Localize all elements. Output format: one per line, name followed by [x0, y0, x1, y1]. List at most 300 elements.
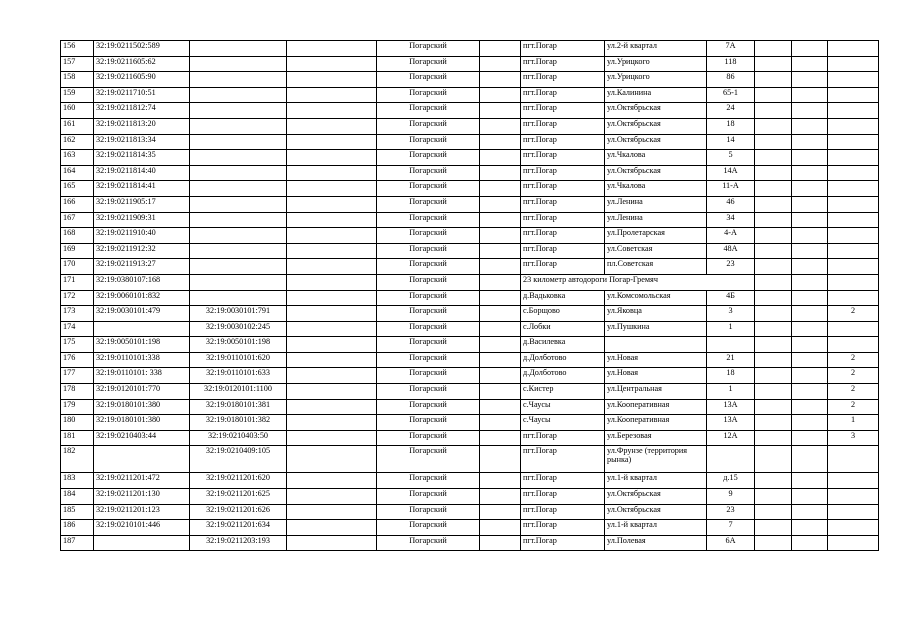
row-number-cell: 166 — [61, 196, 94, 212]
row-number-cell: 171 — [61, 274, 94, 290]
row-number-cell: 164 — [61, 165, 94, 181]
empty-cell — [792, 430, 828, 446]
settlement-cell: пгт.Погар — [521, 520, 605, 536]
empty-cell — [287, 321, 377, 337]
quantity-cell — [828, 446, 879, 473]
empty-cell — [287, 337, 377, 353]
empty-cell — [755, 181, 792, 197]
street-cell: ул.Фрунзе (территория рынка) — [605, 446, 707, 473]
object-cadastral-number-cell — [190, 228, 287, 244]
cadastral-number-cell: 32:19:0180101:380 — [94, 399, 190, 415]
table-row — [61, 118, 879, 134]
district-cell: Погарский — [377, 368, 480, 384]
row-number-cell: 168 — [61, 228, 94, 244]
district-cell: Погарский — [377, 384, 480, 400]
empty-cell — [287, 352, 377, 368]
cadastral-number-cell: 32:19:0211912:32 — [94, 243, 190, 259]
row-number-cell: 174 — [61, 321, 94, 337]
empty-cell — [792, 56, 828, 72]
empty-cell — [792, 384, 828, 400]
table-row — [61, 446, 879, 473]
table-row — [61, 415, 879, 431]
quantity-cell — [828, 165, 879, 181]
empty-cell — [287, 134, 377, 150]
cadastral-number-cell: 32:19:0120101:770 — [94, 384, 190, 400]
table-row — [61, 134, 879, 150]
table-row — [61, 181, 879, 197]
empty-cell — [480, 118, 521, 134]
row-number-cell: 186 — [61, 520, 94, 536]
object-cadastral-number-cell — [190, 103, 287, 119]
cadastral-number-cell: 32:19:0211905:17 — [94, 196, 190, 212]
street-cell: ул.Октябрьская — [605, 504, 707, 520]
street-cell: ул.Новая — [605, 352, 707, 368]
street-cell: ул.Октябрьская — [605, 134, 707, 150]
street-cell: ул.Октябрьская — [605, 103, 707, 119]
object-cadastral-number-cell — [190, 41, 287, 57]
object-cadastral-number-cell: 32:19:0180101:382 — [190, 415, 287, 431]
row-number-cell: 184 — [61, 489, 94, 505]
street-cell: ул.Чкалова — [605, 181, 707, 197]
row-number-cell: 178 — [61, 384, 94, 400]
house-number-cell: 14 — [707, 134, 755, 150]
street-cell: ул.Октябрьская — [605, 118, 707, 134]
empty-cell — [792, 337, 828, 353]
empty-cell — [755, 384, 792, 400]
empty-cell — [480, 103, 521, 119]
empty-cell — [755, 399, 792, 415]
table-row — [61, 535, 879, 551]
row-number-cell: 183 — [61, 473, 94, 489]
cadastral-number-cell: 32:19:0110101: 338 — [94, 368, 190, 384]
table-row — [61, 87, 879, 103]
row-number-cell: 172 — [61, 290, 94, 306]
object-cadastral-number-cell: 32:19:0210409:105 — [190, 446, 287, 473]
settlement-cell: пгт.Погар — [521, 504, 605, 520]
street-cell: пл.Советская — [605, 259, 707, 275]
row-number-cell: 180 — [61, 415, 94, 431]
district-cell: Погарский — [377, 415, 480, 431]
settlement-cell: пгт.Погар — [521, 118, 605, 134]
object-cadastral-number-cell: 32:19:0050101:198 — [190, 337, 287, 353]
quantity-cell — [828, 473, 879, 489]
empty-cell — [480, 56, 521, 72]
settlement-cell: пгт.Погар — [521, 489, 605, 505]
empty-cell — [755, 134, 792, 150]
street-cell: ул.Полевая — [605, 535, 707, 551]
quantity-cell — [828, 259, 879, 275]
object-cadastral-number-cell — [190, 243, 287, 259]
table-row — [61, 259, 879, 275]
row-number-cell: 160 — [61, 103, 94, 119]
quantity-cell — [828, 520, 879, 536]
house-number-cell: 48А — [707, 243, 755, 259]
cadastral-number-cell: 32:19:0110101:338 — [94, 352, 190, 368]
cadastral-number-cell: 32:19:0180101:380 — [94, 415, 190, 431]
settlement-cell: с.Чаусы — [521, 399, 605, 415]
empty-cell — [480, 134, 521, 150]
house-number-cell: 24 — [707, 103, 755, 119]
cadastral-number-cell: 32:19:0211814:40 — [94, 165, 190, 181]
district-cell: Погарский — [377, 504, 480, 520]
settlement-cell: пгт.Погар — [521, 72, 605, 88]
empty-cell — [755, 56, 792, 72]
district-cell: Погарский — [377, 489, 480, 505]
settlement-cell: пгт.Погар — [521, 56, 605, 72]
empty-cell — [480, 259, 521, 275]
house-number-cell: 34 — [707, 212, 755, 228]
quantity-cell: 2 — [828, 306, 879, 322]
row-number-cell: 161 — [61, 118, 94, 134]
empty-cell — [792, 489, 828, 505]
empty-cell — [792, 368, 828, 384]
empty-cell — [287, 384, 377, 400]
empty-cell — [792, 212, 828, 228]
quantity-cell — [828, 489, 879, 505]
cadastral-number-cell: 32:19:0210101:446 — [94, 520, 190, 536]
house-number-cell: 1 — [707, 321, 755, 337]
row-number-cell: 173 — [61, 306, 94, 322]
object-cadastral-number-cell: 32:19:0110101:633 — [190, 368, 287, 384]
object-cadastral-number-cell: 32:19:0211201:620 — [190, 473, 287, 489]
quantity-cell — [828, 212, 879, 228]
empty-cell — [755, 415, 792, 431]
quantity-cell: 2 — [828, 399, 879, 415]
row-number-cell: 179 — [61, 399, 94, 415]
cadastral-number-cell: 32:19:0211605:62 — [94, 56, 190, 72]
settlement-cell: пгт.Погар — [521, 430, 605, 446]
object-cadastral-number-cell: 32:19:0120101:1100 — [190, 384, 287, 400]
empty-cell — [755, 290, 792, 306]
settlement-cell: с.Лобки — [521, 321, 605, 337]
street-cell: ул.Ленина — [605, 196, 707, 212]
cadastral-number-cell: 32:19:0030101:479 — [94, 306, 190, 322]
district-cell: Погарский — [377, 352, 480, 368]
cadastral-number-cell: 32:19:0211910:40 — [94, 228, 190, 244]
empty-cell — [792, 196, 828, 212]
cadastral-number-cell: 32:19:0211605:90 — [94, 72, 190, 88]
empty-cell — [755, 118, 792, 134]
settlement-cell: пгт.Погар — [521, 103, 605, 119]
row-number-cell: 182 — [61, 446, 94, 473]
street-cell: ул.Октябрьская — [605, 165, 707, 181]
table-row — [61, 212, 879, 228]
empty-cell — [755, 489, 792, 505]
table-row — [61, 290, 879, 306]
empty-cell — [792, 321, 828, 337]
empty-cell — [480, 243, 521, 259]
empty-cell — [792, 473, 828, 489]
settlement-cell: пгт.Погар — [521, 165, 605, 181]
empty-cell — [792, 415, 828, 431]
empty-cell — [287, 118, 377, 134]
street-cell: ул.2-й квартал — [605, 41, 707, 57]
empty-cell — [755, 352, 792, 368]
settlement-cell: д.Вадьковка — [521, 290, 605, 306]
empty-cell — [480, 212, 521, 228]
street-cell: ул.Ленина — [605, 212, 707, 228]
settlement-cell: пгт.Погар — [521, 181, 605, 197]
quantity-cell — [828, 72, 879, 88]
empty-cell — [480, 196, 521, 212]
empty-cell — [755, 535, 792, 551]
empty-cell — [755, 473, 792, 489]
quantity-cell — [828, 290, 879, 306]
cadastral-number-cell: 32:19:0211502:589 — [94, 41, 190, 57]
empty-cell — [755, 368, 792, 384]
row-number-cell: 169 — [61, 243, 94, 259]
object-cadastral-number-cell — [190, 259, 287, 275]
table-row — [61, 72, 879, 88]
empty-cell — [792, 290, 828, 306]
quantity-cell — [828, 56, 879, 72]
table-row — [61, 228, 879, 244]
empty-cell — [792, 399, 828, 415]
quantity-cell — [828, 228, 879, 244]
quantity-cell — [828, 274, 879, 290]
quantity-cell — [828, 181, 879, 197]
empty-cell — [755, 228, 792, 244]
house-number-cell: 18 — [707, 118, 755, 134]
row-number-cell: 158 — [61, 72, 94, 88]
house-number-cell: 18 — [707, 368, 755, 384]
row-number-cell: 175 — [61, 337, 94, 353]
row-number-cell: 181 — [61, 430, 94, 446]
settlement-cell: с.Борщово — [521, 306, 605, 322]
empty-cell — [480, 535, 521, 551]
house-number-cell — [707, 337, 755, 353]
quantity-cell — [828, 134, 879, 150]
empty-cell — [792, 72, 828, 88]
row-number-cell: 170 — [61, 259, 94, 275]
empty-cell — [287, 212, 377, 228]
object-cadastral-number-cell — [190, 56, 287, 72]
house-number-cell: 23 — [707, 259, 755, 275]
empty-cell — [792, 259, 828, 275]
table-row — [61, 150, 879, 166]
cadastral-number-cell — [94, 535, 190, 551]
quantity-cell — [828, 196, 879, 212]
empty-cell — [755, 150, 792, 166]
settlement-cell: пгт.Погар — [521, 134, 605, 150]
empty-cell — [755, 321, 792, 337]
house-number-cell: 7А — [707, 41, 755, 57]
house-number-cell: 46 — [707, 196, 755, 212]
house-number-cell: 3 — [707, 306, 755, 322]
table-row — [61, 56, 879, 72]
cadastral-number-cell: 32:19:0380107:168 — [94, 274, 190, 290]
object-cadastral-number-cell — [190, 165, 287, 181]
cadastral-number-cell: 32:19:0211710:51 — [94, 87, 190, 103]
empty-cell — [792, 150, 828, 166]
street-cell: ул.1-й квартал — [605, 473, 707, 489]
street-cell — [605, 337, 707, 353]
cadastral-number-cell: 32:19:0211813:20 — [94, 118, 190, 134]
empty-cell — [287, 290, 377, 306]
house-number-cell — [707, 446, 755, 473]
table-row — [61, 196, 879, 212]
empty-cell — [287, 243, 377, 259]
quantity-cell — [828, 103, 879, 119]
street-cell: ул.Новая — [605, 368, 707, 384]
empty-cell — [755, 430, 792, 446]
empty-cell — [287, 165, 377, 181]
street-cell: ул.Советская — [605, 243, 707, 259]
empty-cell — [287, 446, 377, 473]
row-number-cell: 163 — [61, 150, 94, 166]
empty-cell — [480, 399, 521, 415]
quantity-cell — [828, 118, 879, 134]
empty-cell — [755, 520, 792, 536]
house-number-cell: 9 — [707, 489, 755, 505]
empty-cell — [480, 430, 521, 446]
district-cell: Погарский — [377, 150, 480, 166]
settlement-cell: пгт.Погар — [521, 212, 605, 228]
quantity-cell: 2 — [828, 368, 879, 384]
street-cell: ул.Чкалова — [605, 150, 707, 166]
quantity-cell — [828, 504, 879, 520]
empty-cell — [755, 165, 792, 181]
district-cell: Погарский — [377, 103, 480, 119]
empty-cell — [287, 415, 377, 431]
empty-cell — [792, 118, 828, 134]
settlement-cell: пгт.Погар — [521, 243, 605, 259]
empty-cell — [287, 473, 377, 489]
table-row — [61, 165, 879, 181]
district-cell: Погарский — [377, 337, 480, 353]
empty-cell — [480, 337, 521, 353]
empty-cell — [792, 103, 828, 119]
quantity-cell — [828, 535, 879, 551]
district-cell: Погарский — [377, 473, 480, 489]
row-number-cell: 187 — [61, 535, 94, 551]
object-cadastral-number-cell — [190, 290, 287, 306]
district-cell: Погарский — [377, 243, 480, 259]
street-cell: ул.Яковца — [605, 306, 707, 322]
empty-cell — [792, 274, 828, 290]
empty-cell — [480, 181, 521, 197]
table-row — [61, 321, 879, 337]
empty-cell — [287, 41, 377, 57]
empty-cell — [287, 56, 377, 72]
district-cell: Погарский — [377, 212, 480, 228]
empty-cell — [792, 306, 828, 322]
row-number-cell: 177 — [61, 368, 94, 384]
quantity-cell: 2 — [828, 384, 879, 400]
empty-cell — [480, 290, 521, 306]
row-number-cell: 156 — [61, 41, 94, 57]
empty-cell — [480, 72, 521, 88]
row-number-cell: 176 — [61, 352, 94, 368]
house-number-cell: 12А — [707, 430, 755, 446]
empty-cell — [287, 520, 377, 536]
settlement-cell: пгт.Погар — [521, 446, 605, 473]
table-row — [61, 103, 879, 119]
cadastral-number-cell: 32:19:0211813:34 — [94, 134, 190, 150]
object-cadastral-number-cell — [190, 212, 287, 228]
settlement-cell: пгт.Погар — [521, 196, 605, 212]
empty-cell — [792, 535, 828, 551]
district-cell: Погарский — [377, 306, 480, 322]
quantity-cell: 2 — [828, 352, 879, 368]
house-number-cell: 23 — [707, 504, 755, 520]
empty-cell — [480, 520, 521, 536]
cadastral-number-cell: 32:19:0050101:198 — [94, 337, 190, 353]
settlement-cell: с.Чаусы — [521, 415, 605, 431]
quantity-cell — [828, 87, 879, 103]
district-cell: Погарский — [377, 535, 480, 551]
settlement-cell: д.Долботово — [521, 352, 605, 368]
object-cadastral-number-cell — [190, 134, 287, 150]
object-cadastral-number-cell — [190, 181, 287, 197]
table-row — [61, 306, 879, 322]
object-cadastral-number-cell — [190, 87, 287, 103]
location-description-cell: 23 километр автодороги Погар-Гремяч — [521, 274, 755, 290]
district-cell: Погарский — [377, 165, 480, 181]
house-number-cell: 21 — [707, 352, 755, 368]
empty-cell — [480, 87, 521, 103]
empty-cell — [792, 243, 828, 259]
district-cell: Погарский — [377, 134, 480, 150]
cadastral-number-cell: 32:19:0060101:832 — [94, 290, 190, 306]
empty-cell — [792, 352, 828, 368]
empty-cell — [480, 489, 521, 505]
empty-cell — [480, 473, 521, 489]
empty-cell — [287, 306, 377, 322]
district-cell: Погарский — [377, 290, 480, 306]
street-cell: ул.Центральная — [605, 384, 707, 400]
object-cadastral-number-cell — [190, 150, 287, 166]
cadastral-number-cell: 32:19:0211814:35 — [94, 150, 190, 166]
empty-cell — [792, 165, 828, 181]
empty-cell — [287, 489, 377, 505]
house-number-cell: 86 — [707, 72, 755, 88]
object-cadastral-number-cell — [190, 196, 287, 212]
empty-cell — [755, 306, 792, 322]
table-row — [61, 489, 879, 505]
district-cell: Погарский — [377, 87, 480, 103]
house-number-cell: 4-А — [707, 228, 755, 244]
table-row — [61, 243, 879, 259]
empty-cell — [755, 259, 792, 275]
district-cell: Погарский — [377, 399, 480, 415]
street-cell: ул.Кооперативная — [605, 415, 707, 431]
table-row — [61, 352, 879, 368]
empty-cell — [755, 504, 792, 520]
district-cell: Погарский — [377, 56, 480, 72]
empty-cell — [480, 352, 521, 368]
object-cadastral-number-cell: 32:19:0211201:626 — [190, 504, 287, 520]
quantity-cell: 1 — [828, 415, 879, 431]
empty-cell — [755, 274, 792, 290]
empty-cell — [480, 150, 521, 166]
object-cadastral-number-cell — [190, 72, 287, 88]
table-row — [61, 504, 879, 520]
settlement-cell: пгт.Погар — [521, 259, 605, 275]
empty-cell — [287, 181, 377, 197]
street-cell: ул.Кооперативная — [605, 399, 707, 415]
empty-cell — [287, 504, 377, 520]
empty-cell — [480, 415, 521, 431]
cadastral-number-cell: 32:19:0210403:44 — [94, 430, 190, 446]
street-cell: ул.Урицкого — [605, 72, 707, 88]
empty-cell — [792, 134, 828, 150]
empty-cell — [755, 212, 792, 228]
empty-cell — [755, 41, 792, 57]
house-number-cell: 7 — [707, 520, 755, 536]
street-cell: ул.Калинина — [605, 87, 707, 103]
house-number-cell: 13А — [707, 399, 755, 415]
